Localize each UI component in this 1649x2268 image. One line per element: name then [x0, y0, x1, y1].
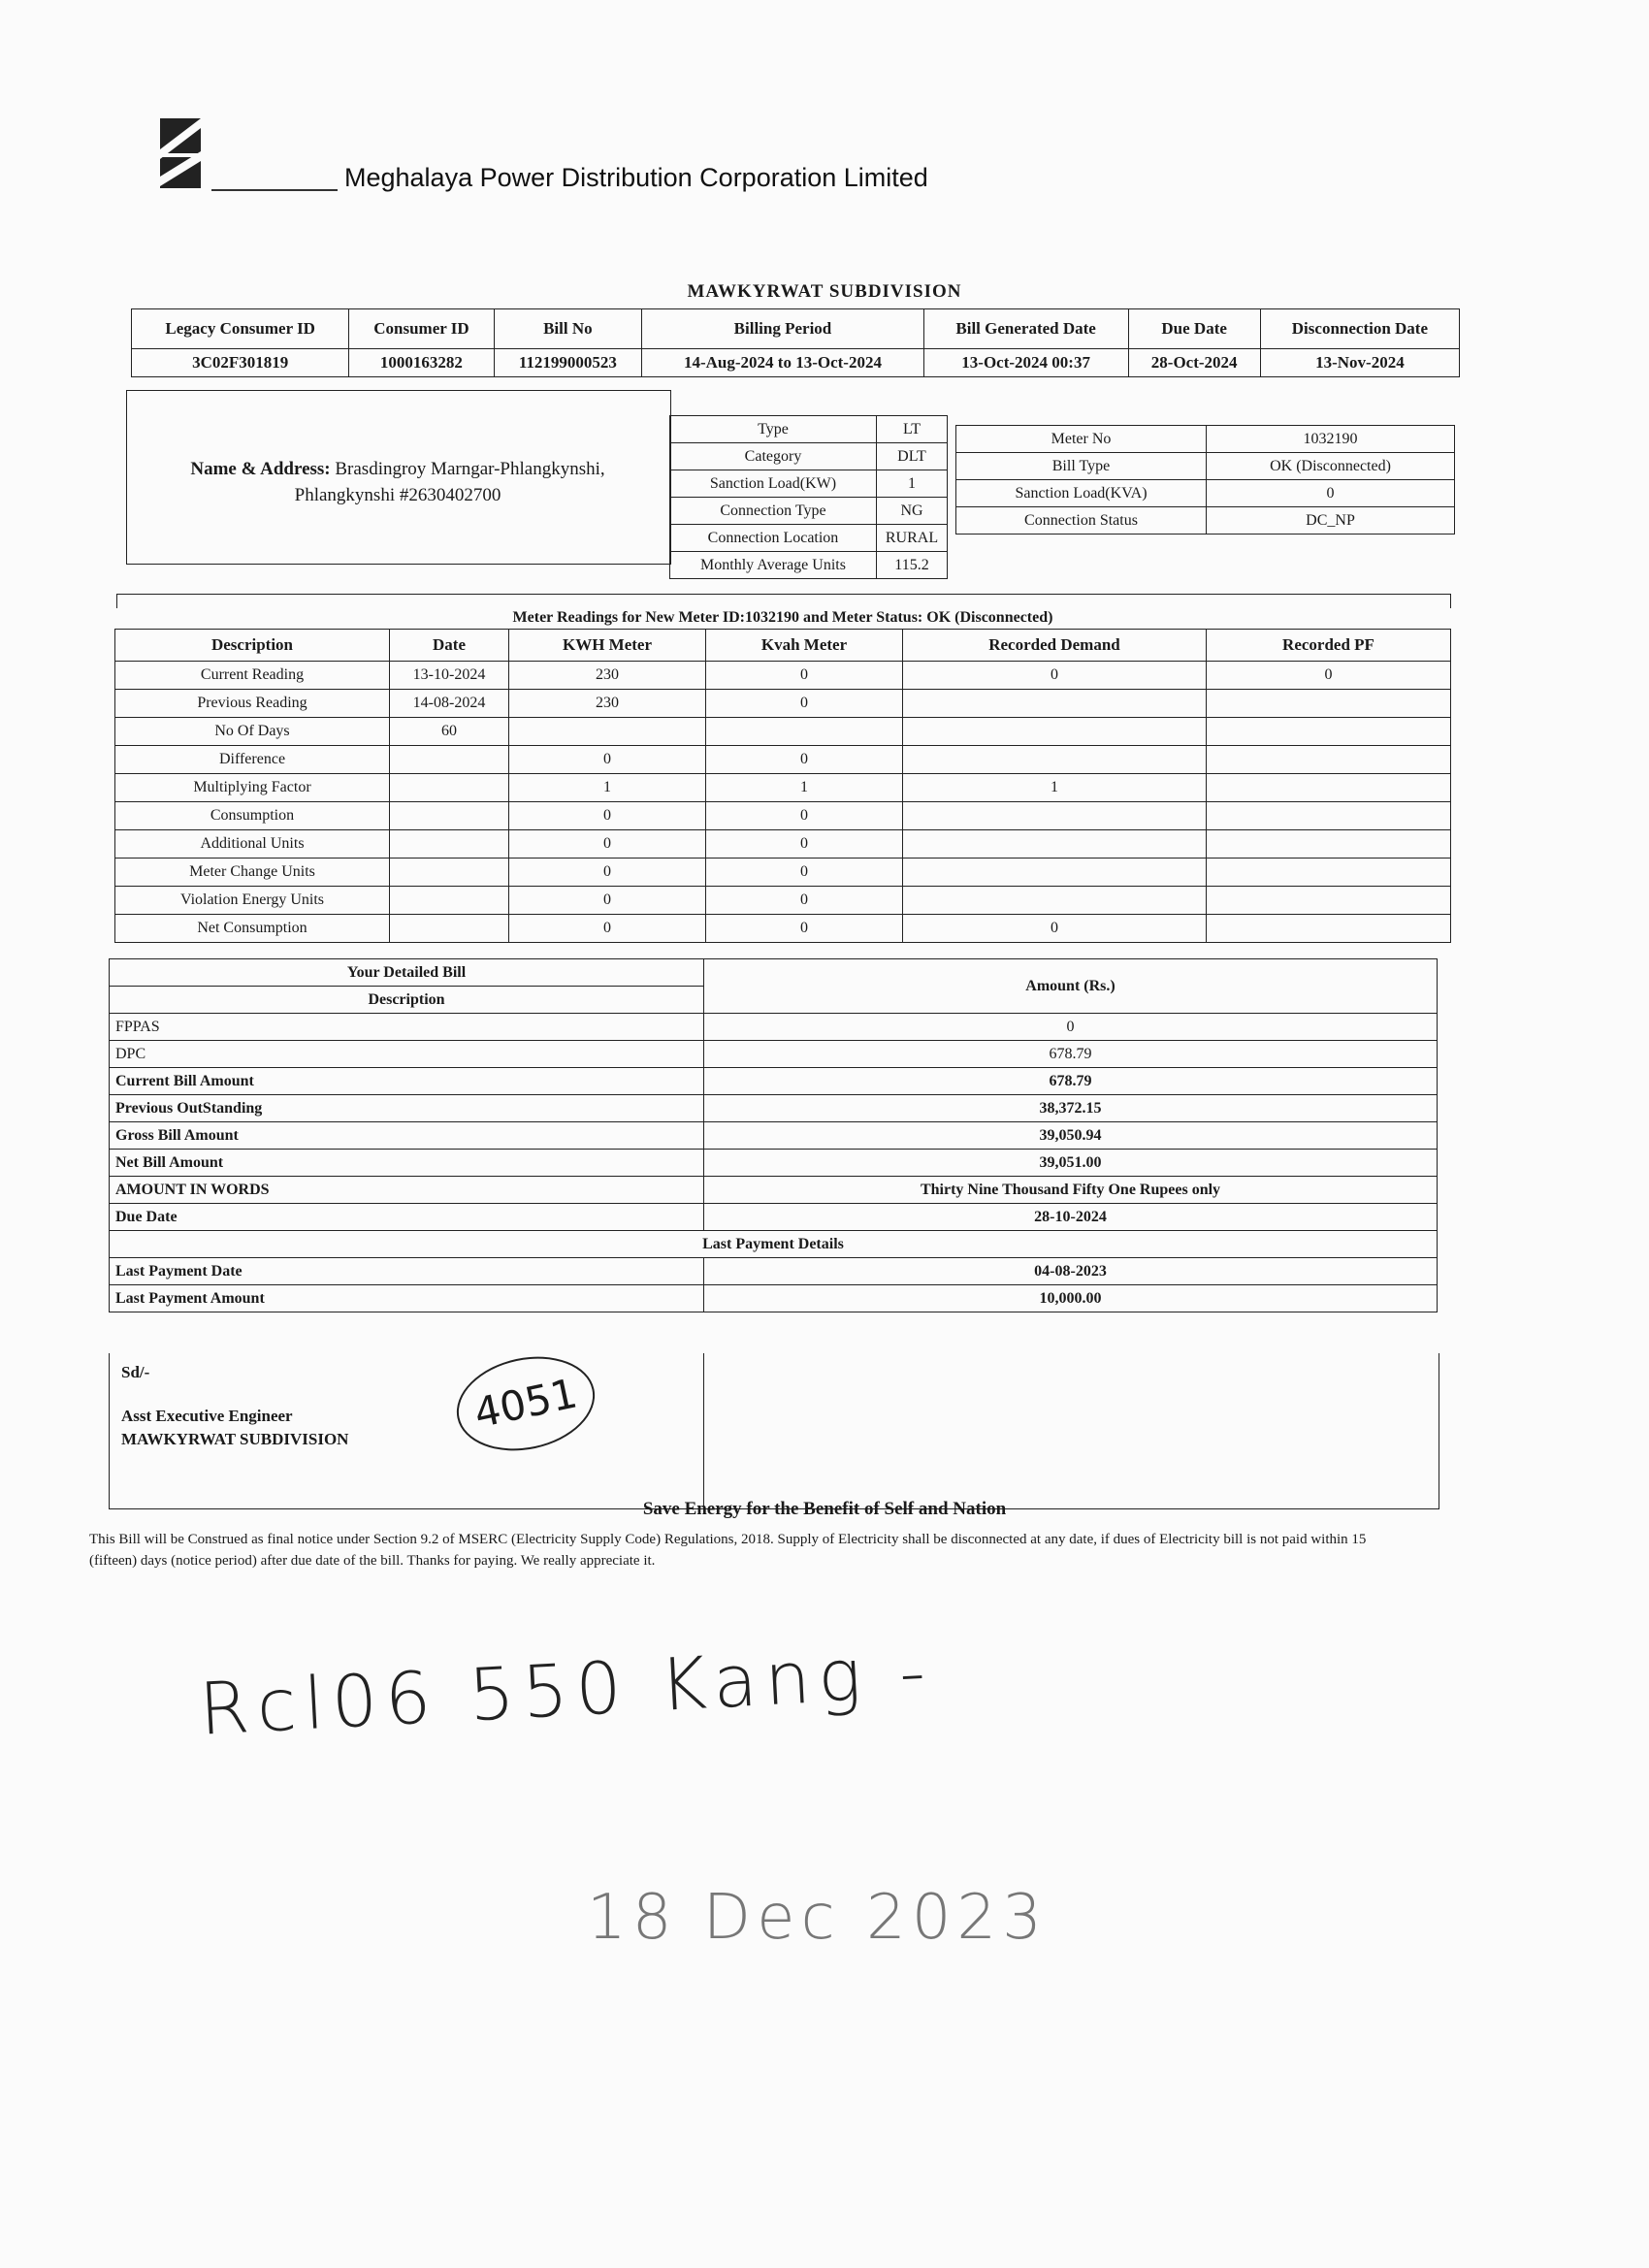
due-date: 28-Oct-2024: [1128, 349, 1260, 377]
readings-row: [115, 774, 1451, 802]
readings-cell: 60: [390, 718, 509, 746]
readings-cell: 0: [706, 802, 903, 830]
conn-value: NG: [877, 498, 948, 525]
readings-cell: [903, 830, 1207, 859]
bill-amount: 678.79: [704, 1068, 1438, 1095]
readings-header: Description: [115, 630, 390, 662]
amount-header: Amount (Rs.): [704, 959, 1438, 1014]
readings-cell: 230: [509, 690, 706, 718]
bill-row: [110, 1068, 1438, 1095]
conn-label: Monthly Average Units: [670, 552, 877, 579]
readings-cell: [1207, 830, 1451, 859]
notice-text: This Bill will be Construed as final notice under Section 9.2 of MSERC (Electricity Supply Code) Regulations, 2018. Supply of Electricity shall be disconnected at any date, if dues of Electricity bill is not paid within 15 (fifteen) days (notice period) after due date of the bill. Thanks for paying. We really appreciate it.: [89, 1532, 1367, 1569]
readings-row: [115, 746, 1451, 774]
readings-body: [115, 662, 1451, 943]
consumer-id: 1000163282: [349, 349, 494, 377]
readings-header: Kvah Meter: [706, 630, 903, 662]
meter-info-value: 1032190: [1207, 426, 1455, 453]
bill-row: [110, 1150, 1438, 1177]
readings-cell: [1207, 746, 1451, 774]
bill-row: [110, 1014, 1438, 1041]
header-billing-period: Billing Period: [642, 309, 924, 349]
readings-cell: Meter Change Units: [115, 859, 390, 887]
readings-header: Recorded PF: [1207, 630, 1451, 662]
engineer-signature: [121, 1405, 348, 1451]
conn-value: 115.2: [877, 552, 948, 579]
meter-info-label: Connection Status: [956, 507, 1207, 535]
slogan: Save Energy for the Benefit of Self and Nation: [642, 1499, 1007, 1519]
sd-label: Sd/-: [121, 1363, 150, 1381]
readings-cell: 0: [509, 830, 706, 859]
readings-cell: 1: [903, 774, 1207, 802]
readings-cell: 0: [509, 746, 706, 774]
header-generated-date: Bill Generated Date: [923, 309, 1128, 349]
readings-cell: 0: [706, 887, 903, 915]
readings-cell: [390, 830, 509, 859]
name-label: Name & Address:: [190, 459, 331, 479]
readings-header: KWH Meter: [509, 630, 706, 662]
readings-cell: 0: [903, 915, 1207, 943]
readings-frame: [116, 594, 1451, 608]
readings-cell: 230: [509, 662, 706, 690]
bill-row: [110, 1122, 1438, 1150]
readings-cell: [1207, 802, 1451, 830]
readings-cell: 0: [706, 830, 903, 859]
bill-label: Previous OutStanding: [110, 1095, 704, 1122]
conn-value: LT: [877, 416, 948, 443]
readings-row: [115, 718, 1451, 746]
readings-cell: [509, 718, 706, 746]
readings-cell: [390, 746, 509, 774]
bill-label: Net Bill Amount: [110, 1150, 704, 1177]
detailed-bill-table: [109, 958, 1438, 1312]
readings-cell: 0: [509, 859, 706, 887]
readings-cell: [903, 718, 1207, 746]
bill-amount: 39,050.94: [704, 1122, 1438, 1150]
readings-row: [115, 830, 1451, 859]
conn-value: DLT: [877, 443, 948, 470]
bill-row: [110, 1204, 1438, 1231]
readings-cell: 0: [1207, 662, 1451, 690]
header-due-date: Due Date: [1128, 309, 1260, 349]
readings-cell: [390, 915, 509, 943]
conn-value: 1: [877, 470, 948, 498]
conn-value: RURAL: [877, 525, 948, 552]
readings-title: Meter Readings for New Meter ID:1032190 and Meter Status: OK (Disconnected): [512, 609, 1053, 626]
readings-cell: [390, 887, 509, 915]
readings-cell: Multiplying Factor: [115, 774, 390, 802]
bill-label: AMOUNT IN WORDS: [110, 1177, 704, 1204]
signature-divider: [703, 1353, 704, 1508]
readings-table: [114, 629, 1451, 943]
last-payment-amount: 10,000.00: [704, 1285, 1438, 1312]
readings-cell: 0: [706, 915, 903, 943]
readings-cell: [1207, 915, 1451, 943]
readings-row: [115, 662, 1451, 690]
readings-cell: 0: [706, 746, 903, 774]
readings-cell: [1207, 887, 1451, 915]
name-line2: Phlangkynshi #2630402700: [294, 485, 501, 505]
conn-label: Sanction Load(KW): [670, 470, 877, 498]
readings-cell: Net Consumption: [115, 915, 390, 943]
readings-row: [115, 690, 1451, 718]
header-legacy-id: Legacy Consumer ID: [132, 309, 349, 349]
readings-cell: [390, 802, 509, 830]
generated-date: 13-Oct-2024 00:37: [923, 349, 1128, 377]
connection-table: [669, 415, 948, 579]
readings-cell: 0: [509, 915, 706, 943]
bill-label: Due Date: [110, 1204, 704, 1231]
billing-period: 14-Aug-2024 to 13-Oct-2024: [642, 349, 924, 377]
readings-cell: [1207, 774, 1451, 802]
name-line1: Brasdingroy Marngar-Phlangkynshi,: [335, 459, 605, 479]
conn-label: Connection Type: [670, 498, 877, 525]
readings-row: [115, 915, 1451, 943]
conn-label: Category: [670, 443, 877, 470]
readings-cell: No Of Days: [115, 718, 390, 746]
readings-cell: 0: [509, 887, 706, 915]
designation: Asst Executive Engineer: [121, 1407, 293, 1425]
bill-row: [110, 1041, 1438, 1068]
readings-cell: 0: [903, 662, 1207, 690]
readings-cell: [390, 774, 509, 802]
bill-label: DPC: [110, 1041, 704, 1068]
meter-info-value: OK (Disconnected): [1207, 453, 1455, 480]
readings-row: [115, 887, 1451, 915]
conn-label: Type: [670, 416, 877, 443]
readings-cell: [1207, 690, 1451, 718]
readings-cell: [390, 859, 509, 887]
disconnection-date: 13-Nov-2024: [1260, 349, 1459, 377]
readings-cell: [903, 887, 1207, 915]
header-disconnection-date: Disconnection Date: [1260, 309, 1459, 349]
handwritten-date: 18 Dec 2023: [587, 1882, 1048, 1954]
bill-no: 112199000523: [494, 349, 642, 377]
readings-cell: [1207, 859, 1451, 887]
bill-row: [110, 1177, 1438, 1204]
readings-cell: Consumption: [115, 802, 390, 830]
readings-cell: [903, 690, 1207, 718]
last-payment-date: 04-08-2023: [704, 1258, 1438, 1285]
org-name: Meghalaya Power Distribution Corporation Limited: [344, 163, 928, 192]
readings-cell: 0: [706, 662, 903, 690]
readings-cell: Violation Energy Units: [115, 887, 390, 915]
readings-cell: Previous Reading: [115, 690, 390, 718]
handwritten-note: Rcl06 550 Kang -: [197, 1630, 935, 1752]
legacy-id: 3C02F301819: [132, 349, 349, 377]
bill-amount: 28-10-2024: [704, 1204, 1438, 1231]
readings-header: Date: [390, 630, 509, 662]
stamp-text: 4051: [469, 1369, 582, 1438]
readings-cell: 1: [706, 774, 903, 802]
meter-info-value: 0: [1207, 480, 1455, 507]
last-payment-title: Last Payment Details: [110, 1231, 1438, 1258]
bill-label: Current Bill Amount: [110, 1068, 704, 1095]
readings-header: Recorded Demand: [903, 630, 1207, 662]
bill-label: FPPAS: [110, 1014, 704, 1041]
bill-body: [110, 1014, 1438, 1231]
readings-cell: [903, 859, 1207, 887]
bill-label: Gross Bill Amount: [110, 1122, 704, 1150]
meter-info-value: DC_NP: [1207, 507, 1455, 535]
office: MAWKYRWAT SUBDIVISION: [121, 1430, 349, 1448]
bill-amount: 39,051.00: [704, 1150, 1438, 1177]
last-payment-date-label: Last Payment Date: [110, 1258, 704, 1285]
bill-amount: 678.79: [704, 1041, 1438, 1068]
readings-cell: [1207, 718, 1451, 746]
readings-cell: 0: [509, 802, 706, 830]
readings-cell: [903, 802, 1207, 830]
meter-info-label: Sanction Load(KVA): [956, 480, 1207, 507]
bill-row: [110, 1095, 1438, 1122]
readings-row: [115, 802, 1451, 830]
logo-underline: [211, 189, 338, 191]
bill-title: Your Detailed Bill: [110, 959, 704, 987]
last-payment-amount-label: Last Payment Amount: [110, 1285, 704, 1312]
readings-cell: [706, 718, 903, 746]
readings-cell: 14-08-2024: [390, 690, 509, 718]
meter-info-label: Bill Type: [956, 453, 1207, 480]
bill-amount: 38,372.15: [704, 1095, 1438, 1122]
readings-cell: 0: [706, 690, 903, 718]
readings-cell: [903, 746, 1207, 774]
readings-row: [115, 859, 1451, 887]
mepdcl-logo-icon: [160, 118, 201, 188]
readings-cell: Difference: [115, 746, 390, 774]
description-header: Description: [110, 987, 704, 1014]
readings-cell: 13-10-2024: [390, 662, 509, 690]
summary-table: [131, 308, 1460, 377]
header-bill-no: Bill No: [494, 309, 642, 349]
bill-amount: 0: [704, 1014, 1438, 1041]
meter-info-table: [955, 425, 1455, 535]
meter-info-label: Meter No: [956, 426, 1207, 453]
subdivision-title: MAWKYRWAT SUBDIVISION: [687, 281, 962, 302]
readings-cell: 0: [706, 859, 903, 887]
conn-label: Connection Location: [670, 525, 877, 552]
readings-cell: Additional Units: [115, 830, 390, 859]
header-consumer-id: Consumer ID: [349, 309, 494, 349]
readings-cell: Current Reading: [115, 662, 390, 690]
bill-amount: Thirty Nine Thousand Fifty One Rupees only: [704, 1177, 1438, 1204]
readings-cell: 1: [509, 774, 706, 802]
name-address: [146, 456, 650, 508]
